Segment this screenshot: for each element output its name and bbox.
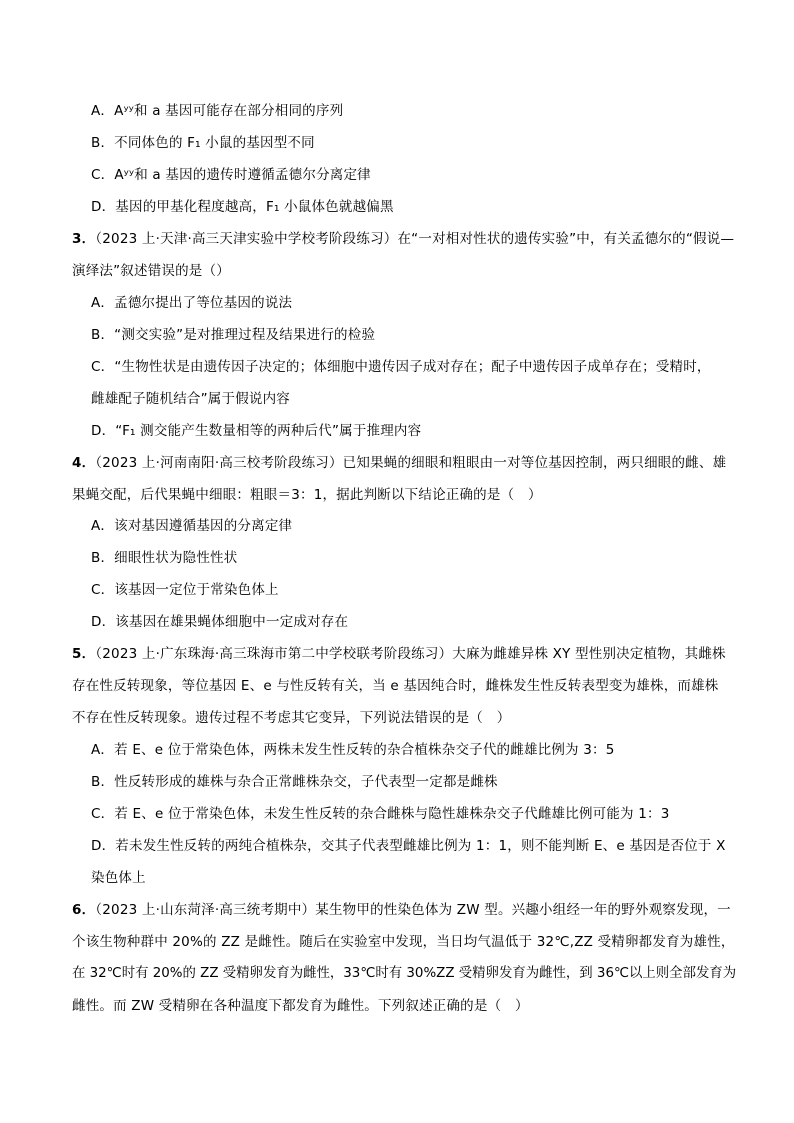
q3-stem-line2: 演绎法”叙述错误的是（） [72, 263, 230, 279]
q5-option-b: B．性反转形成的雄株与杂合正常雌株杂交，子代表型一定都是雌株 [91, 774, 498, 790]
q6-stem-line2: 个该生物种群中 20%的 ZZ 是雌性。随后在实验室中发现，当日均气温低于 32℃,ZZ 受精卵都发育为雄性， [72, 934, 735, 950]
q5-option-c: C．若 E、e 位于常染色体，未发生性反转的杂合雌株与隐性雄株杂交子代雌雄比例可能为 1：3 [91, 806, 670, 822]
q6-stem-line3: 在 32℃时有 20%的 ZZ 受精卵发育为雌性，33℃时有 30%ZZ 受精卵发育为雌性，到 36℃以上则全部发育为 [72, 966, 737, 981]
q3-option-c-line2: 雌雄配子随机结合”属于假说内容 [91, 391, 290, 407]
q5-option-a: A．若 E、e 位于常染色体，两株未发生性反转的杂合植株杂交子代的雌雄比例为 3：5 [91, 742, 615, 758]
q4-option-c: C．该基因一定位于常染色体上 [91, 582, 279, 598]
q3-option-b: B．“测交实验”是对推理过程及结果进行的检验 [91, 327, 376, 343]
q2-option-c: C．Aʸʸ和 a 基因的遗传时遵循孟德尔分离定律 [91, 167, 371, 183]
q2-option-b: B．不同体色的 F₁ 小鼠的基因型不同 [91, 135, 315, 151]
q5-number: 5． [72, 646, 96, 662]
q6-number: 6． [72, 902, 96, 918]
q2-option-d: D．基因的甲基化程度越高，F₁ 小鼠体色就越偏黑 [91, 199, 394, 215]
q6-stem-line1: 6．（2023 上·山东菏泽·高三统考期中）某生物甲的性染色体为 ZW 型。兴趣小组经一年的野外观察发现，一 [72, 902, 731, 918]
q4-stem-line1: 4．（2023 上·河南南阳·高三校考阶段练习）已知果蝇的细眼和粗眼由一对等位基因控制，两只细眼的雌、雄 [72, 455, 727, 471]
q5-stem-line3: 不存在性反转现象。遗传过程不考虑其它变异，下列说法错误的是（ ） [72, 710, 511, 726]
q2-option-a: A．Aʸʸ和 a 基因可能存在部分相同的序列 [91, 103, 344, 119]
q3-number: 3． [72, 231, 96, 247]
q4-number: 4． [72, 455, 96, 471]
q3-option-a: A．孟德尔提出了等位基因的说法 [91, 295, 293, 311]
q4-option-d: D．该基因在雄果蝇体细胞中一定成对存在 [91, 614, 349, 630]
q5-option-d-line2: 染色体上 [91, 870, 146, 886]
q3-option-c-line1: C．“生物性状是由遗传因子决定的；体细胞中遗传因子成对存在；配子中遗传因子成单存在；受精时， [91, 359, 711, 375]
q4-stem-line2: 果蝇交配，后代果蝇中细眼：粗眼＝3：1，据此判断以下结论正确的是（ ） [72, 487, 542, 503]
q5-option-d-line1: D．若未发生性反转的两纯合植株杂，交其子代表型雌雄比例为 1：1，则不能判断 E、e 基因是否位于 X [91, 838, 726, 854]
q5-stem-line1: 5．（2023 上·广东珠海·高三珠海市第二中学校联考阶段练习）大麻为雌雄异株 XY 型性别决定植物，其雌株 [72, 646, 726, 662]
q3-option-d: D．“F₁ 测交能产生数量相等的两种后代”属于推理内容 [91, 423, 422, 439]
q3-stem-line1: 3．（2023 上·天津·高三天津实验中学校考阶段练习）在“一对相对性状的遗传实验”中，有关孟德尔的“假说— [72, 231, 735, 247]
q5-stem-line2: 存在性反转现象，等位基因 E、e 与性反转有关，当 e 基因纯合时，雌株发生性反转表型变为雄株，而雄株 [72, 678, 719, 694]
q6-stem-line4: 雌性。而 ZW 受精卵在各种温度下都发育为雌性。下列叙述正确的是（ ） [72, 998, 529, 1014]
q4-option-a: A．该对基因遵循基因的分离定律 [91, 518, 293, 534]
q4-option-b: B．细眼性状为隐性性状 [91, 550, 238, 566]
